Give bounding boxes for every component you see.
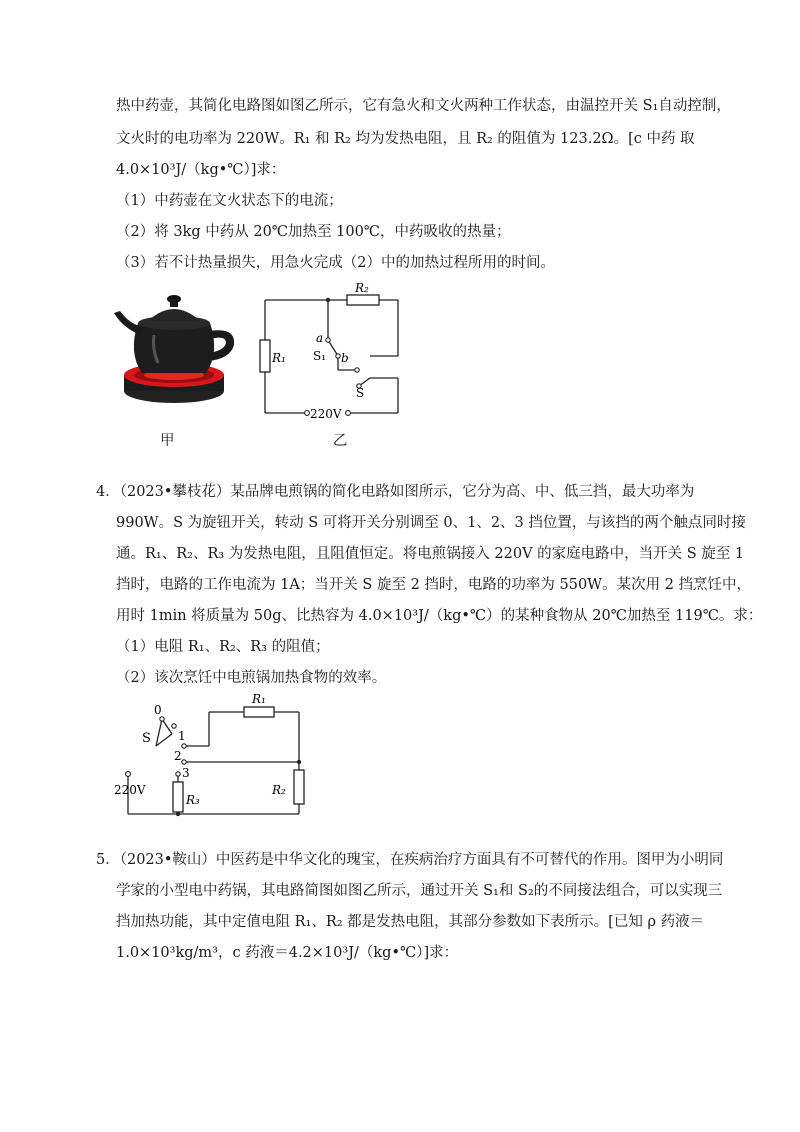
q5-text-line-2: 学家的小型电中药锅，其电路简图如图乙所示，通过开关 S₁和 S₂的不同接法组合，可以实现三: [116, 883, 723, 899]
q3-r1-label: R₁: [272, 351, 286, 365]
q3-circuit-diagram: [255, 278, 415, 438]
q4-pos-2-label: 2: [174, 749, 182, 763]
q3-s-label: S: [356, 386, 365, 400]
q4-s-label: S: [142, 731, 151, 746]
q3-b-label: b: [341, 351, 349, 365]
q3-s1-label: S₁: [313, 349, 327, 363]
q5-text-line-1: 5．（2023•鞍山）中医药是中华文化的瑰宝，在疾病治疗方面具有不可替代的作用。图甲为小明同: [96, 852, 724, 868]
q4-subquestion-1: （1）电阻 R₁、R₂、R₃ 的阻值；: [116, 639, 330, 655]
q4-subquestion-2: （2）该次烹饪中电煎锅加热食物的效率。: [116, 670, 387, 686]
fig-jia-label: 甲: [160, 433, 175, 449]
q4-voltage-label: 220V: [114, 783, 146, 797]
q3-text-line-3: 4.0×10³J/（kg•℃）]求：: [116, 162, 286, 178]
q4-circuit-diagram: [112, 694, 312, 824]
q3-subquestion-3: （3）若不计热量损失，用急火完成（2）中的加热过程所用的时间。: [116, 255, 555, 271]
q4-text-line-5: 用时 1min 将质量为 50g、比热容为 4.0×10³J/（kg•℃）的某种食物从 20℃加热至 119℃。求：: [116, 608, 763, 624]
q3-text-line-1: 热中药壶，其简化电路图如图乙所示，它有急火和文火两种工作状态，由温控开关 S₁自动控制，: [116, 98, 731, 114]
q3-r2-label: R₂: [355, 281, 369, 295]
fig-yi-label: 乙: [333, 433, 348, 449]
q3-text-line-2: 文火时的电功率为 220W。R₁ 和 R₂ 均为发热电阻，且 R₂ 的阻值为 123.2Ω。[c 中药 取: [116, 131, 695, 147]
q3-voltage-label: 220V: [310, 407, 342, 421]
q4-pos-0-label: 0: [154, 703, 162, 717]
q4-r1-label: R₁: [252, 694, 266, 706]
q4-pos-3-label: 3: [182, 766, 190, 780]
q3-subquestion-1: （1）中药壶在文火状态下的电流；: [116, 193, 343, 209]
q4-text-line-2: 990W。S 为旋钮开关，转动 S 可将开关分别调至 0、1、2、3 挡位置，与该挡的两个触点同时接: [116, 515, 746, 531]
herbal-pot-image: [108, 283, 248, 413]
q4-r3-label: R₃: [186, 793, 200, 807]
q3-subquestion-2: （2）将 3kg 中药从 20℃加热至 100℃，中药吸收的热量；: [116, 224, 511, 240]
q4-pos-1-label: 1: [178, 729, 186, 743]
q4-r2-label: R₂: [272, 783, 286, 797]
q5-text-line-3: 挡加热功能，其中定值电阻 R₁、R₂ 都是发热电阻，其部分参数如下表所示。[已知 ρ 药液＝: [116, 914, 705, 930]
q4-text-line-4: 挡时，电路的工作电流为 1A；当开关 S 旋至 2 挡时，电路的功率为 550W。某次用 2 挡烹饪中，: [116, 577, 752, 593]
q3-a-label: a: [316, 331, 324, 345]
q4-text-line-3: 通。R₁、R₂、R₃ 为发热电阻，且阻值恒定。将电煎锅接入 220V 的家庭电路中，当开关 S 旋至 1: [116, 546, 745, 562]
q4-text-line-1: 4．（2023•攀枝花）某品牌电煎锅的简化电路如图所示，它分为高、中、低三挡，最大功率为: [96, 484, 695, 500]
q5-text-line-4: 1.0×10³kg/m³，c 药液＝4.2×10³J/（kg•℃）]求：: [116, 945, 459, 961]
